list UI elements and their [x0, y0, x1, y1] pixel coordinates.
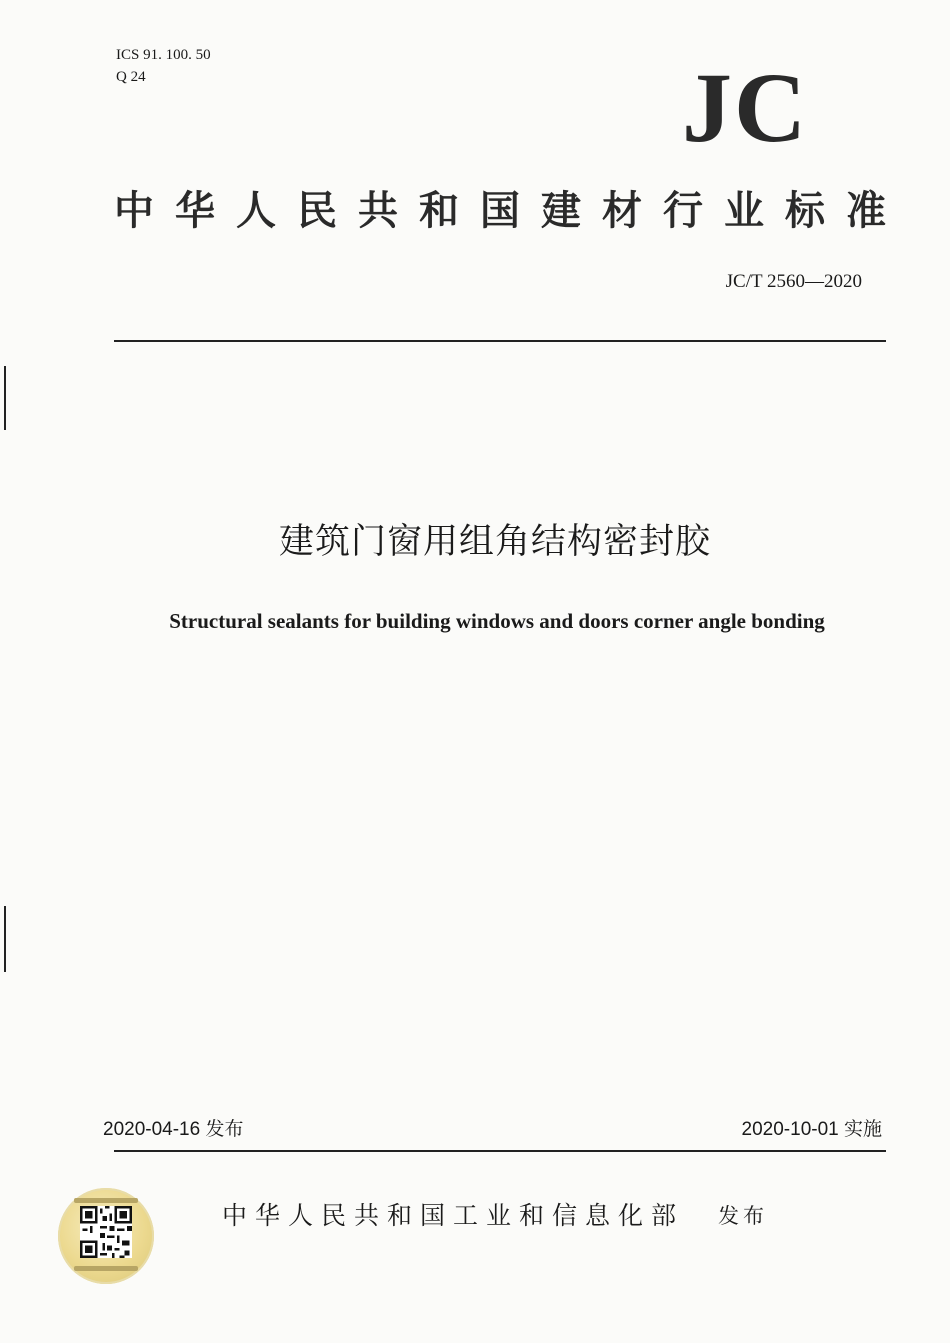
ccs-code: Q 24 [116, 69, 146, 85]
seal-band-bottom [74, 1266, 138, 1271]
document-title-en: Structural sealants for building windows and doors corner angle bonding [169, 609, 825, 633]
issuing-label: 发布 [718, 1204, 768, 1228]
seal-band-top [74, 1198, 138, 1203]
jc-logo: JC [682, 52, 809, 163]
qr-code-icon [80, 1206, 132, 1258]
header-divider [114, 340, 886, 342]
implementation-date: 2020-10-01 实施 [741, 1119, 882, 1140]
footer-divider [114, 1150, 886, 1152]
scan-edge-mark-lower [4, 906, 6, 972]
header-title: 中华人民共和国建材行业标准 [114, 188, 886, 234]
standard-number: JC/T 2560—2020 [725, 271, 862, 292]
issue-date: 2020-04-16 发布 [103, 1119, 244, 1140]
ics-code: ICS 91. 100. 50 [116, 47, 211, 63]
document-title-cn: 建筑门窗用组角结构密封胶 [278, 522, 711, 562]
issuing-authority: 中华人民共和国工业和信息化部 [222, 1201, 685, 1230]
scan-edge-mark-upper [4, 366, 6, 430]
